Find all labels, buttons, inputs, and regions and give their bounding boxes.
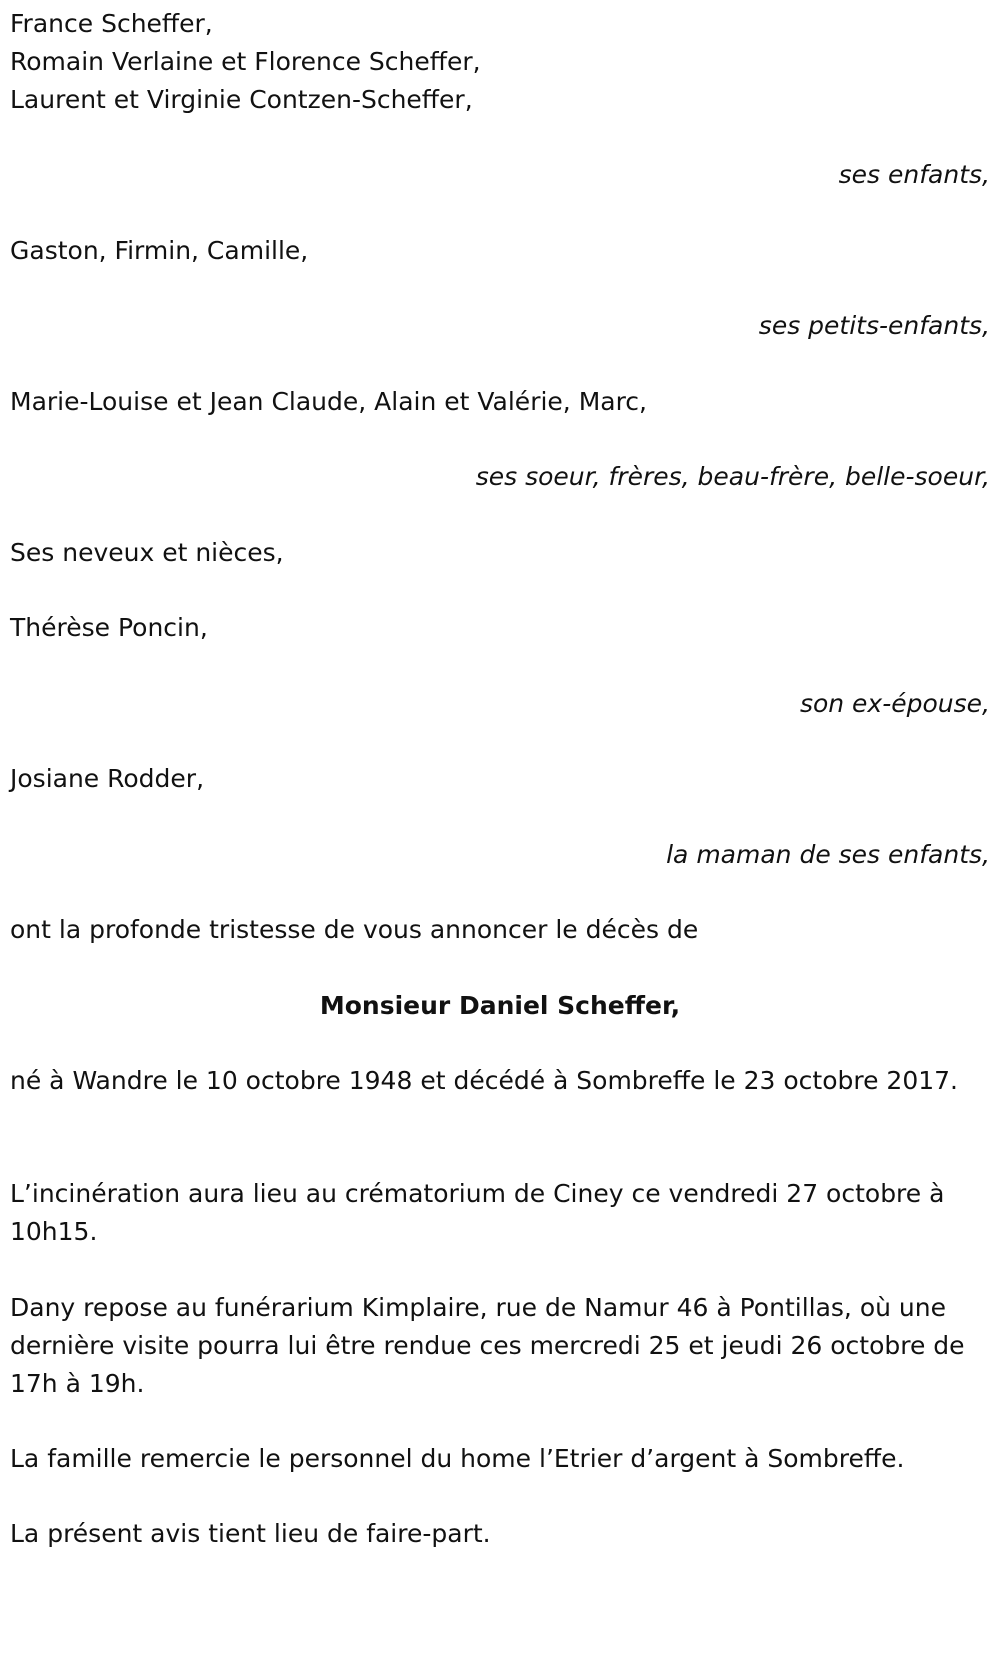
ex-wife-name: Thérèse Poncin, — [10, 613, 208, 642]
grandchildren-names: Gaston, Firmin, Camille, — [10, 236, 309, 265]
notice-paragraph: La présent avis tient lieu de faire-part. — [10, 1519, 491, 1548]
children-label: ses enfants, — [838, 160, 990, 189]
announcement-intro: ont la profonde tristesse de vous annoncer le décès de — [10, 915, 699, 944]
visitation-paragraph: Dany repose au funérarium Kimplaire, rue de Namur 46 à Pontillas, où une dernière visite pourra lui être rendue ces mercredi 25 et jeudi 26 octobre de 17h à 19h. — [10, 1293, 965, 1398]
nephews-nieces: Ses neveux et nièces, — [10, 538, 284, 567]
child-name: France Scheffer, — [10, 9, 213, 38]
cremation-paragraph: L’incinération aura lieu au crématorium de Ciney ce vendredi 27 octobre à 10h15. — [10, 1179, 945, 1246]
child-name: Romain Verlaine et Florence Scheffer, — [10, 47, 481, 76]
mother-of-children-name: Josiane Rodder, — [10, 764, 205, 793]
siblings-names: Marie-Louise et Jean Claude, Alain et Valérie, Marc, — [10, 387, 647, 416]
grandchildren-label: ses petits-enfants, — [758, 311, 990, 340]
thanks-paragraph: La famille remercie le personnel du home l’Etrier d’argent à Sombreffe. — [10, 1444, 905, 1473]
siblings-label: ses soeur, frères, beau-frère, belle-soeur, — [475, 462, 990, 491]
deceased-name: Monsieur Daniel Scheffer, — [319, 991, 681, 1020]
child-name: Laurent et Virginie Contzen-Scheffer, — [10, 85, 473, 114]
birth-death-paragraph: né à Wandre le 10 octobre 1948 et décédé à Sombreffe le 23 octobre 2017. — [10, 1066, 958, 1095]
ex-wife-label: son ex-épouse, — [799, 689, 990, 718]
mother-of-children-label: la maman de ses enfants, — [666, 840, 990, 869]
